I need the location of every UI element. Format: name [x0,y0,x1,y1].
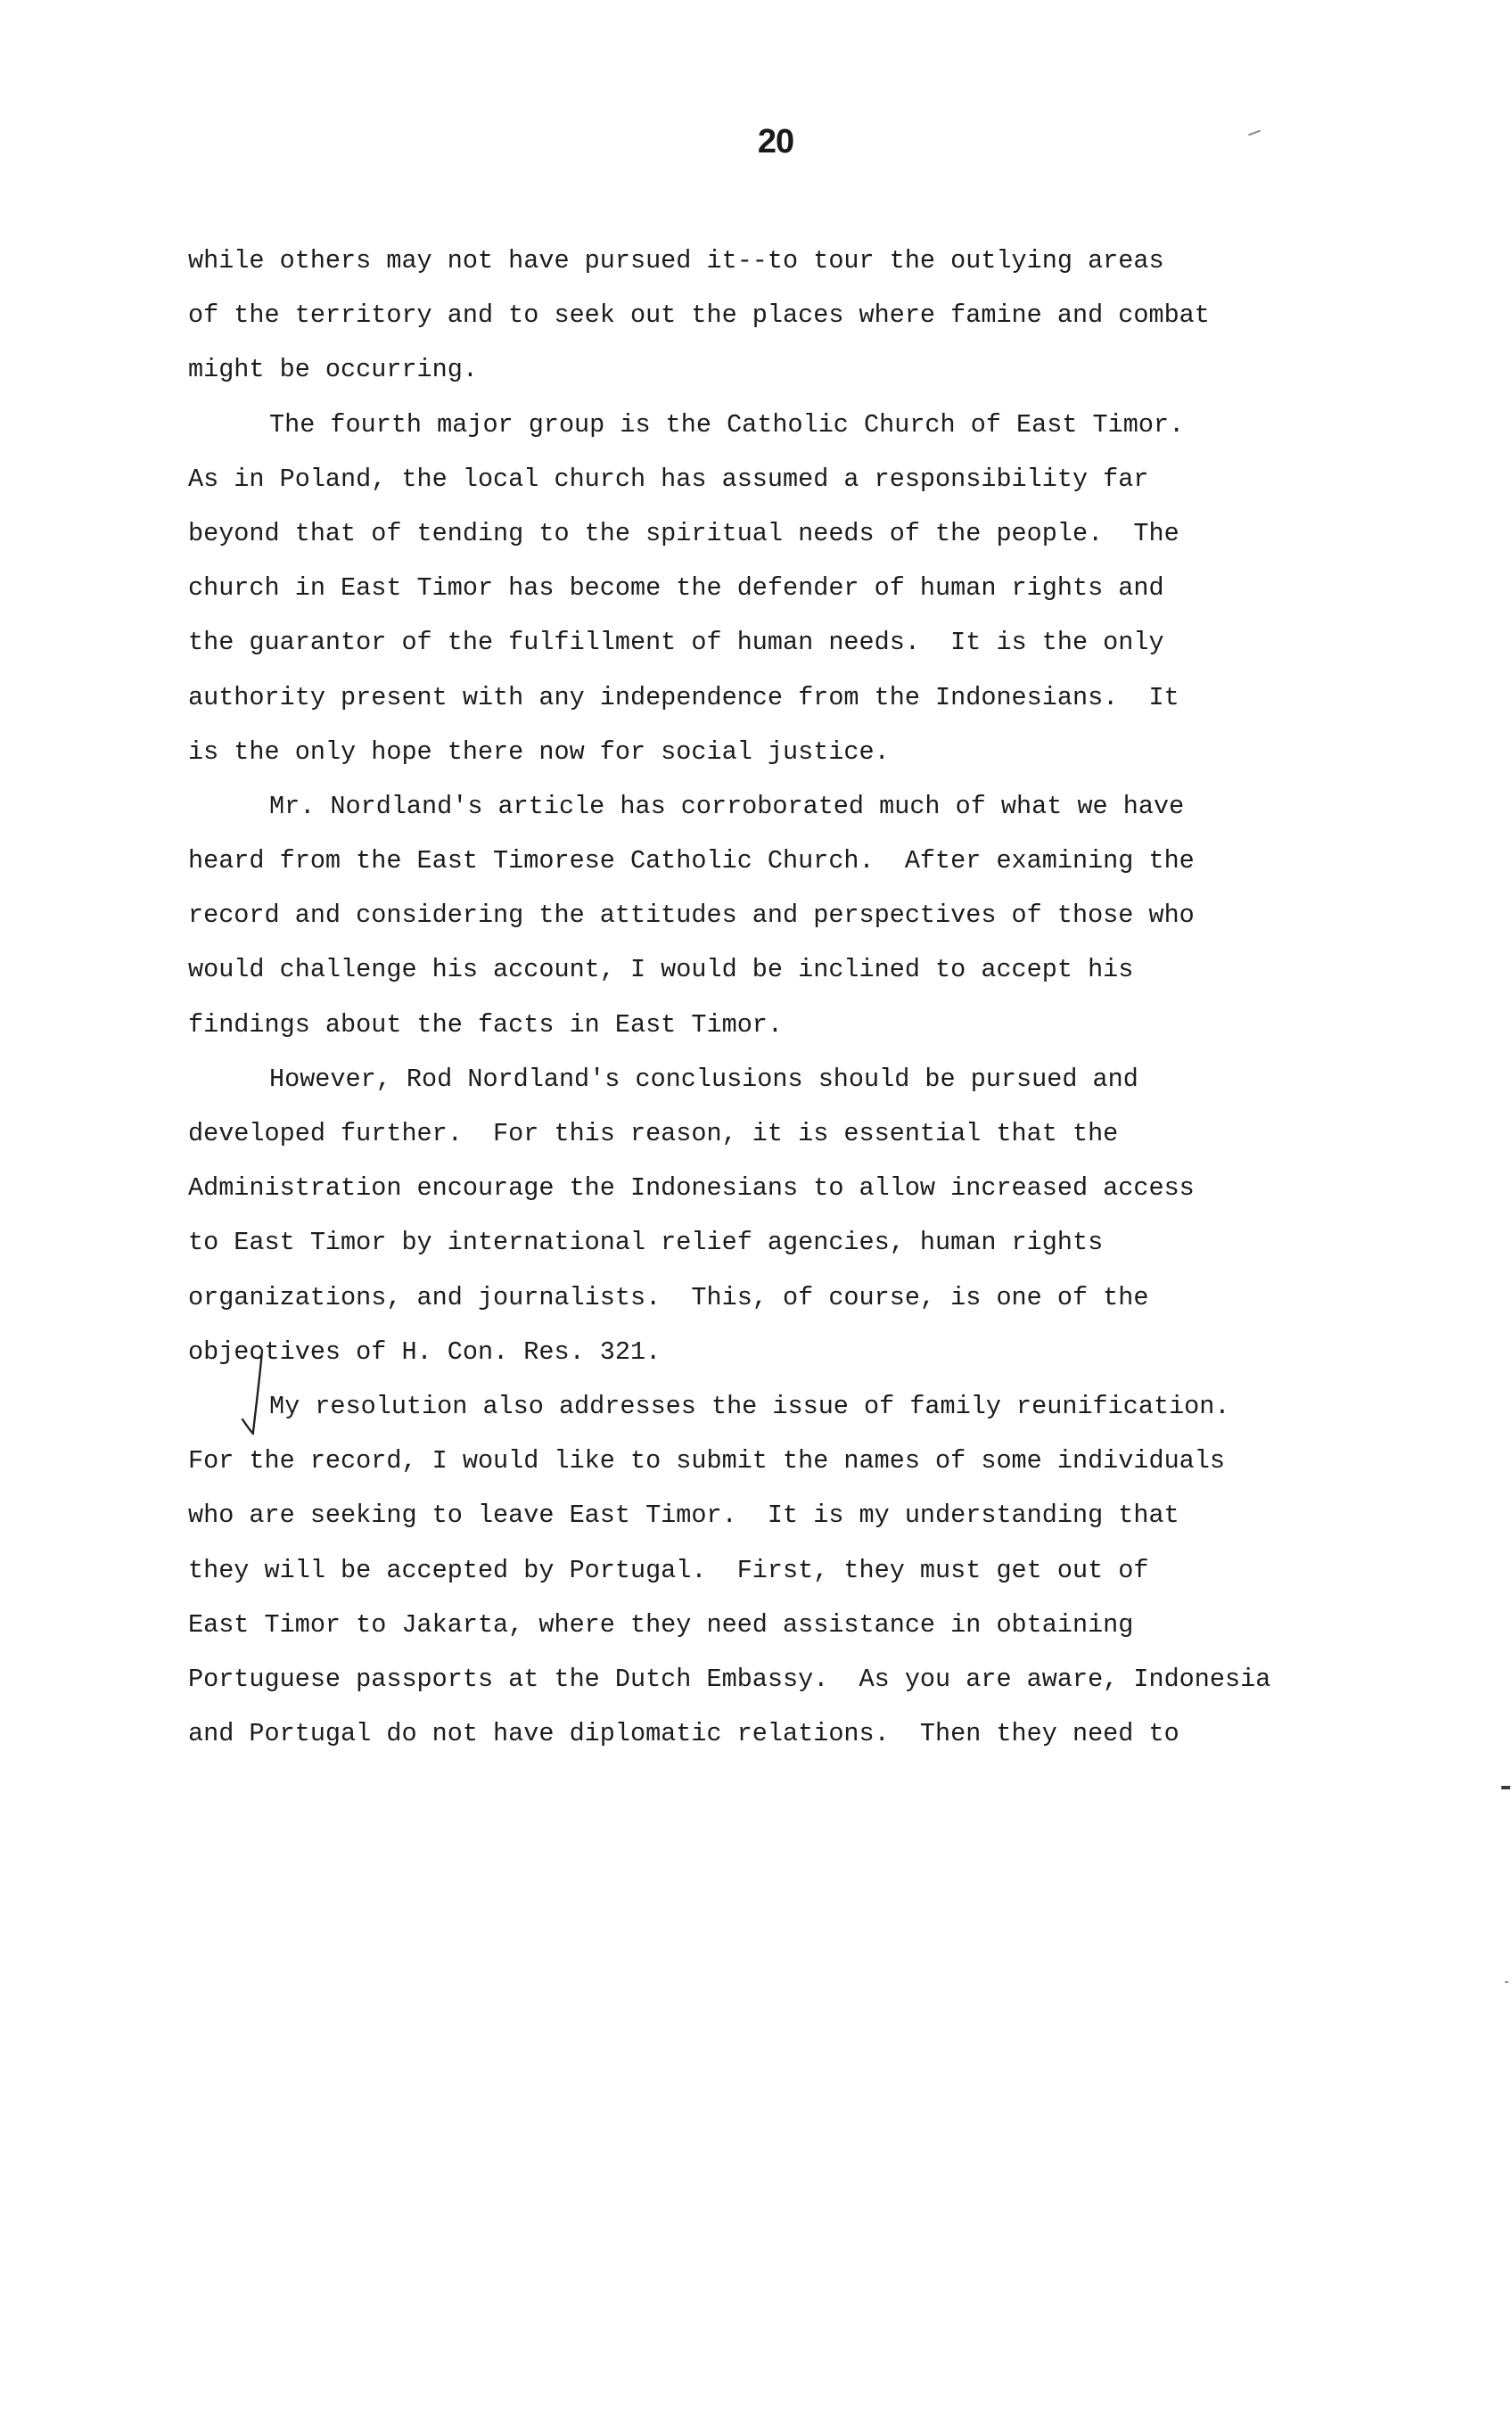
page-number: 20 [757,123,794,160]
paragraph-start-line: The fourth major group is the Catholic Church of East Timor. [269,409,1185,440]
scan-speck [1505,1981,1508,1983]
text-line: organizations, and journalists. This, of course, is one of the [188,1282,1149,1312]
text-line: findings about the facts in East Timor. [188,1009,784,1040]
text-line: authority present with any independence from the Indonesians. It [188,682,1179,712]
text-line: and Portugal do not have diplomatic relations. Then they need to [188,1719,1179,1749]
text-line: church in East Timor has become the defender of human rights and [188,573,1164,604]
checkmark-icon [237,1346,273,1444]
text-line: would challenge his account, I would be inclined to accept his [188,955,1134,985]
scan-speck [1501,1786,1510,1789]
text-line: Administration encourage the Indonesians to allow increased access [188,1173,1195,1204]
text-line: record and considering the attitudes and perspectives of those who [188,900,1195,931]
paragraph-start-line: Mr. Nordland's article has corroborated much of what we have [269,791,1185,821]
paragraph-start-line: My resolution also addresses the issue of family reunification. [269,1391,1230,1421]
text-line: who are seeking to leave East Timor. It is my understanding that [188,1501,1179,1531]
text-line: while others may not have pursued it--to tour the outlying areas [188,246,1164,275]
text-line: developed further. For this reason, it is essential that the [188,1119,1119,1148]
text-line: Portuguese passports at the Dutch Embassy. As you are aware, Indonesia [188,1664,1271,1694]
text-line: For the record, I would like to submit the names of some individuals [188,1446,1225,1476]
text-line: objectives of H. Con. Res. 321. [188,1336,662,1367]
text-line: to East Timor by international relief agencies, human rights [188,1228,1104,1258]
text-line: might be occurring. [188,355,478,385]
text-line: heard from the East Timorese Catholic Church. After examining the [188,846,1195,876]
text-line: beyond that of tending to the spiritual needs of the people. The [188,518,1179,548]
text-line: they will be accepted by Portugal. First, they must get out of [188,1555,1149,1585]
paragraph-start-line: However, Rod Nordland's conclusions should be pursued and [269,1064,1138,1094]
text-line: East Timor to Jakarta, where they need assistance in obtaining [188,1609,1134,1640]
text-line: is the only hope there now for social justice. [188,736,890,767]
text-line: As in Poland, the local church has assumed a responsibility far [188,464,1149,494]
text-line: of the territory and to seek out the places where famine and combat [188,300,1210,331]
body-text [188,234,1418,1761]
text-line: the guarantor of the fulfillment of human needs. It is the only [188,628,1164,658]
